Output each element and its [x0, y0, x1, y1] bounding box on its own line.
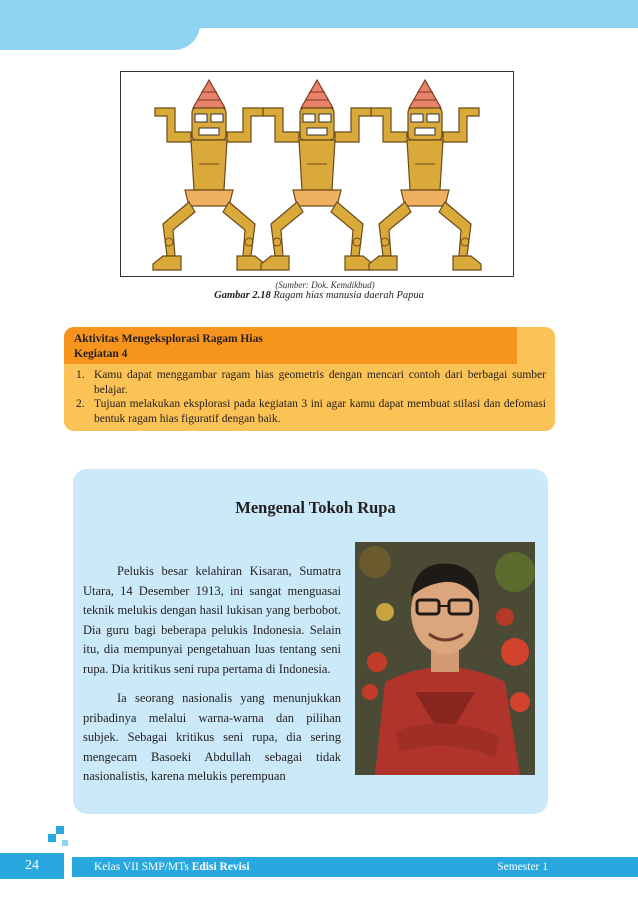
list-item-text: Tujuan melakukan eksplorasi pada kegiatan 3 ini agar kamu dapat membuat stilasi dan defomasi bentuk ragam hias figuratif dengan baik.	[94, 398, 546, 425]
footer-book-title	[94, 857, 250, 877]
list-item-number: 1.	[76, 369, 85, 381]
header-tab	[0, 0, 200, 50]
papua-ornament-illustration	[121, 72, 512, 275]
painter-photo	[355, 542, 535, 775]
figure-caption	[0, 290, 638, 301]
figure-caption-label: Gambar 2.18	[214, 290, 271, 301]
activity-title: Aktivitas Mengeksplorasi Ragam Hias	[74, 333, 263, 345]
activity-subtitle: Kegiatan 4	[74, 348, 128, 360]
footer-edition: Edisi Revisi	[191, 861, 250, 873]
tokoh-paragraph: Pelukis besar kelahiran Kisaran, Sumatra Utara, 14 Desember 1913, ini sangat menguasai teknik melukis dengan hasil lukisan yang berbobot. Dia guru bagi beberapa pelukis Indonesia. Selain itu, dia mempunyai pengetahuan luas tentang seni rupa. Dia kritikus seni rupa pertama di Indonesia.	[83, 564, 341, 676]
tokoh-title: Mengenal Tokoh Rupa	[235, 498, 396, 517]
activity-box	[64, 327, 555, 431]
footer-band	[72, 857, 638, 877]
figure-caption-text: Ragam hias manusia daerah Papua	[270, 290, 424, 301]
list-item	[76, 397, 546, 426]
tokoh-paragraph: Ia seorang nasionalis yang menunjukkan pribadinya melalui warna-warna dan pilihan subjek. Sebagai kritikus seni rupa, dia sering mengecam Basoeki Abdullah sebagai tidak nasionalistis, karena melukis perempuan	[83, 691, 341, 783]
list-item-number: 2.	[76, 398, 85, 410]
decor-square	[48, 834, 56, 842]
list-item-text: Kamu dapat menggambar ragam hias geometris dengan mencari contoh dari berbagai sumber belajar.	[94, 369, 546, 396]
list-item	[76, 368, 546, 397]
page-number: 24	[0, 853, 64, 879]
figure-source: (Sumber: Dok. Kemdikbud)	[275, 280, 375, 290]
tokoh-text	[83, 562, 341, 797]
painter-portrait-image	[355, 542, 535, 775]
ornament-figure	[120, 71, 514, 277]
footer-class-label: Kelas VII SMP/MTs	[94, 861, 192, 873]
decor-square	[62, 840, 68, 846]
activity-list	[76, 368, 546, 426]
footer-semester: Semester 1	[497, 861, 548, 873]
tokoh-box	[73, 469, 548, 814]
decor-square	[56, 826, 64, 834]
